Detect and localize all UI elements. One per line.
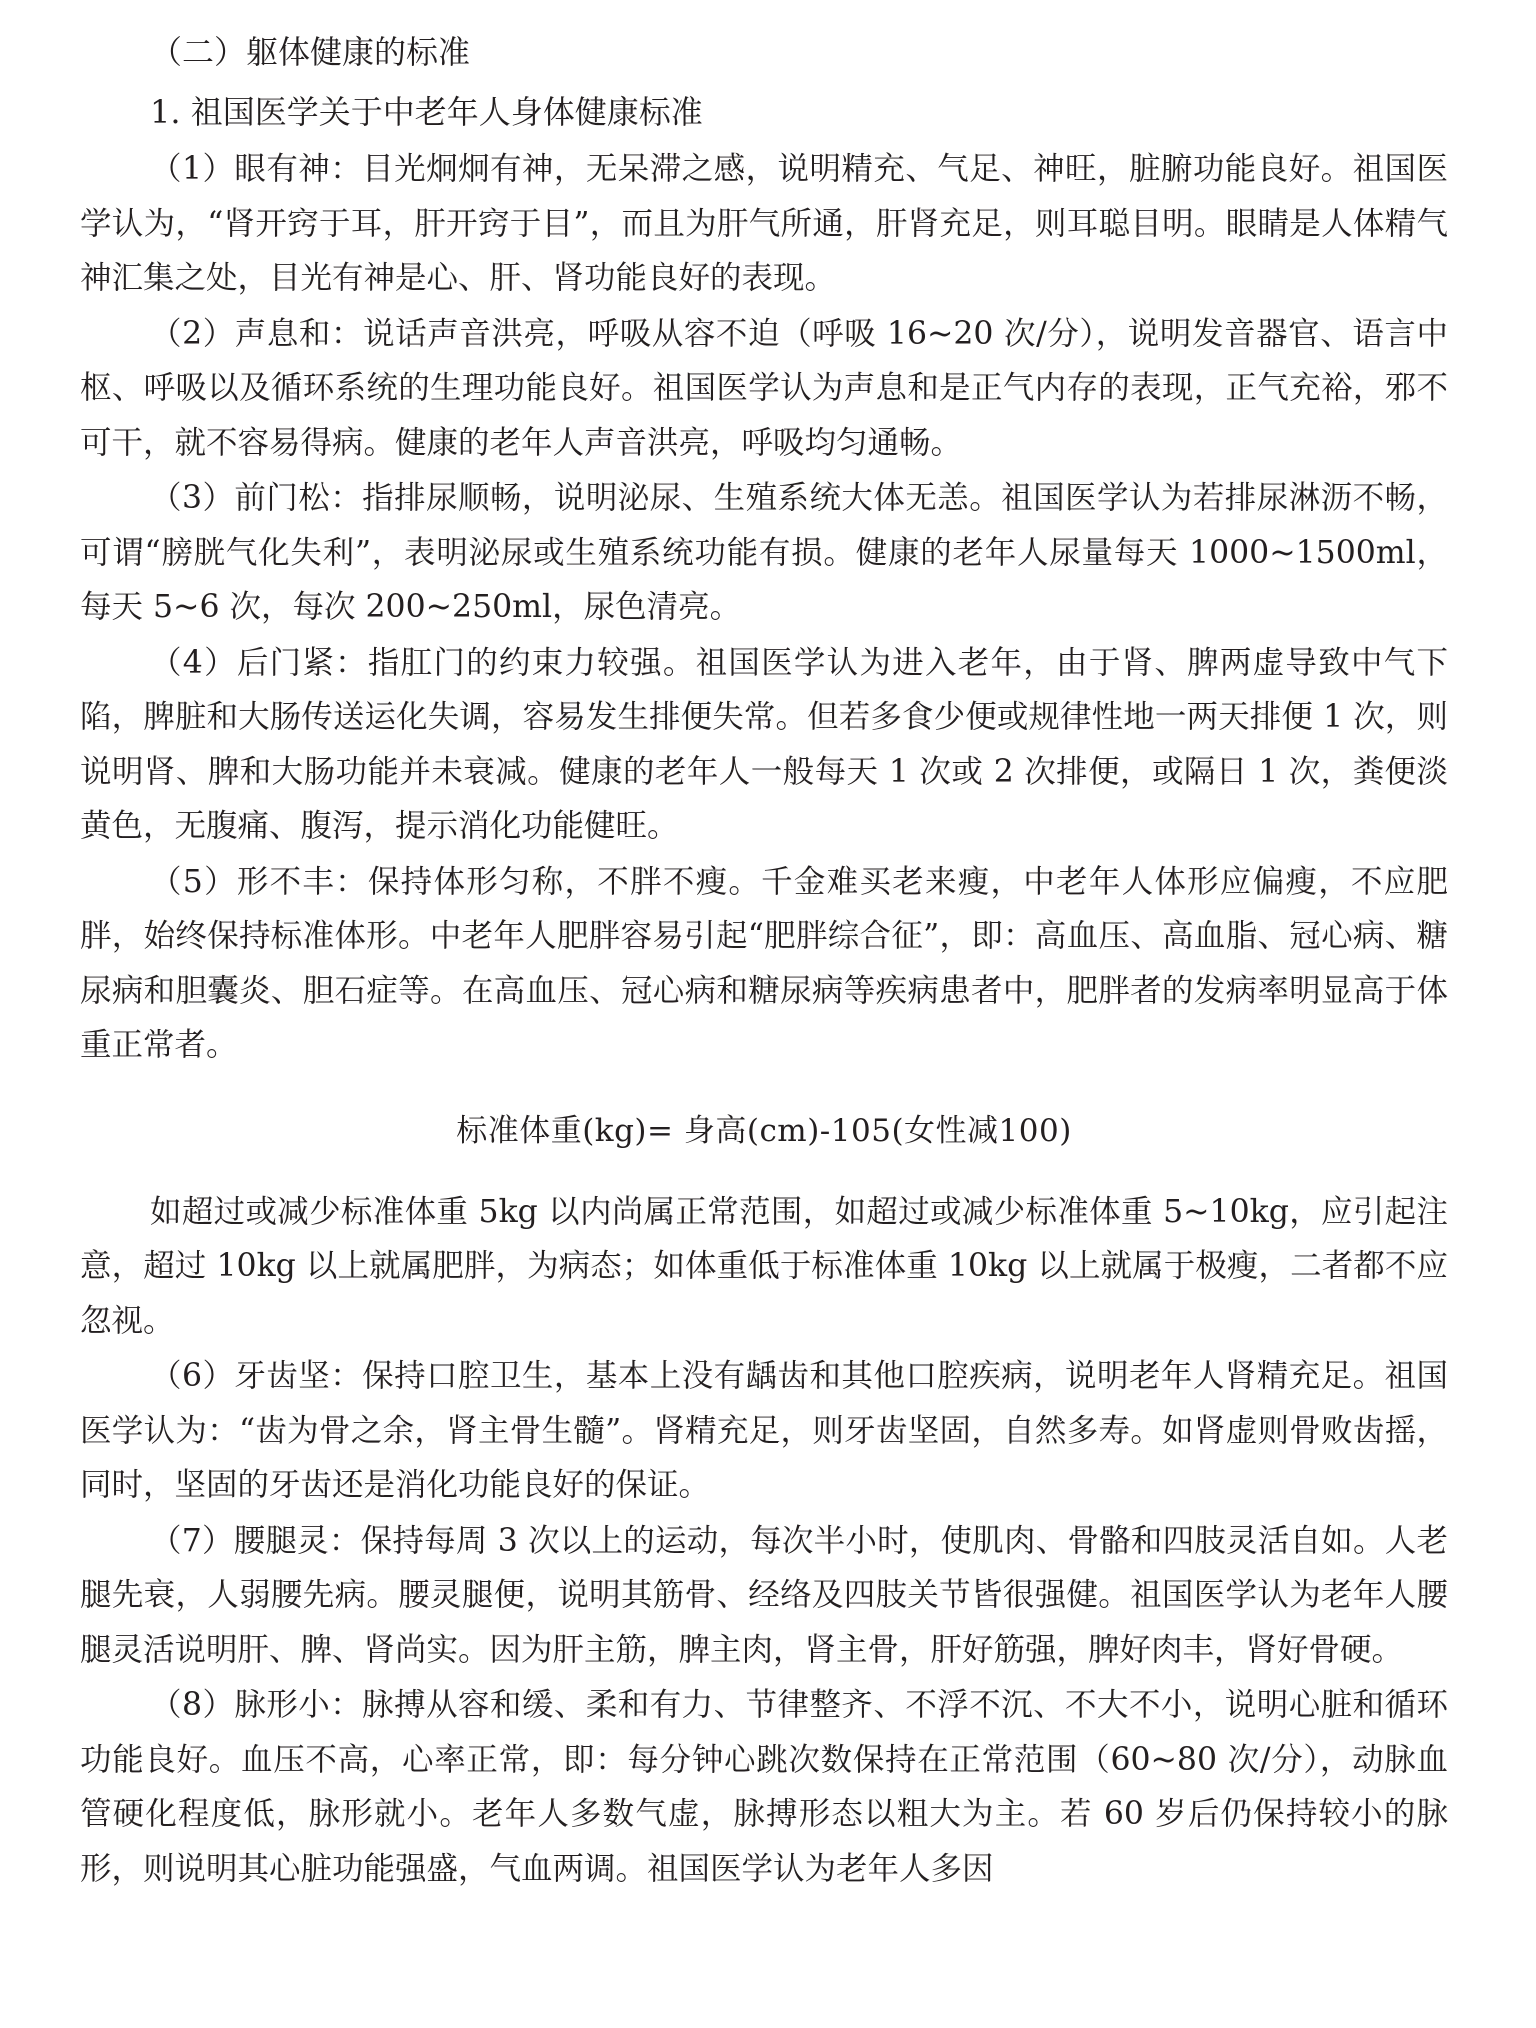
paragraph-teeth: （6）牙齿坚：保持口腔卫生，基本上没有龋齿和其他口腔疾病，说明老年人肾精充足。祖国医学认为：“齿为骨之余，肾主骨生髓”。肾精充足，则牙齿坚固，自然多寿。如肾虚则骨败齿摇，同时，坚固的牙齿还是消化功能良好的保证。: [80, 1358, 1448, 1503]
paragraph-urination: （3）前门松：指排尿顺畅，说明泌尿、生殖系统大体无恙。祖国医学认为若排尿淋沥不畅，可谓“膀胱气化失利”，表明泌尿或生殖系统功能有损。健康的老年人尿量每天 1000~1500ml，每天 5~6 次，每次 200~250ml，尿色清亮。: [80, 480, 1448, 625]
standard-weight-formula: 标准体重(kg)= 身高(cm)-105(女性减100): [456, 1112, 1072, 1149]
paragraph-body-shape: （5）形不丰：保持体形匀称，不胖不瘦。千金难买老来瘦，中老年人体形应偏瘦，不应肥胖，始终保持标准体形。中老年人肥胖容易引起“肥胖综合征”，即：高血压、高血脂、冠心病、糖尿病和胆囊炎、胆石症等。在高血压、冠心病和糖尿病等疾病患者中，肥胖者的发病率明显高于体重正常者。: [80, 863, 1448, 1063]
paragraph-pulse: （8）脉形小：脉搏从容和缓、柔和有力、节律整齐、不浮不沉、不大不小，说明心脏和循环功能良好。血压不高，心率正常，即：每分钟心跳次数保持在正常范围（60~80 次/分），动脉血管硬化程度低，脉形就小。老年人多数气虚，脉搏形态以粗大为主。若 60 岁后仍保持较小的脉形，则说明其心脏功能强盛，气血两调。祖国医学认为老年人多因: [80, 1687, 1448, 1887]
subheading: 1. 祖国医学关于中老年人身体健康标准: [150, 93, 703, 131]
paragraph-eyes: （1）眼有神：目光炯炯有神，无呆滞之感，说明精充、气足、神旺，脏腑功能良好。祖国医学认为，“肾开窍于耳，肝开窍于目”，而且为肝气所通，肝肾充足，则耳聪目明。眼睛是人体精气神汇集之处，目光有神是心、肝、肾功能良好的表现。: [80, 151, 1448, 296]
paragraph-weight-range: 如超过或减少标准体重 5kg 以内尚属正常范围，如超过或减少标准体重 5~10kg，应引起注意，超过 10kg 以上就属肥胖，为病态；如体重低于标准体重 10kg 以上就属于极瘦，二者都不应忽视。: [80, 1193, 1448, 1339]
paragraph-voice-breath: （2）声息和：说话声音洪亮，呼吸从容不迫（呼吸 16~20 次/分），说明发音器官、语言中枢、呼吸以及循环系统的生理功能良好。祖国医学认为声息和是正气内存的表现，正气充裕，邪不可干，就不容易得病。健康的老年人声音洪亮，呼吸均匀通畅。: [80, 315, 1448, 461]
section-heading: （二）躯体健康的标准: [150, 33, 471, 71]
paragraph-bowel: （4）后门紧：指肛门的约束力较强。祖国医学认为进入老年，由于肾、脾两虚导致中气下陷，脾脏和大肠传送运化失调，容易发生排便失常。但若多食少便或规律性地一两天排便 1 次，则说明肾、脾和大肠功能并未衰减。健康的老年人一般每天 1 次或 2 次排便，或隔日 1 次，粪便淡黄色，无腹痛、腹泻，提示消化功能健旺。: [80, 644, 1448, 844]
document-body: [80, 22, 1448, 1897]
paragraph-waist-legs: （7）腰腿灵：保持每周 3 次以上的运动，每次半小时，使肌肉、骨骼和四肢灵活自如。人老腿先衰，人弱腰先病。腰灵腿便，说明其筋骨、经络及四肢关节皆很强健。祖国医学认为老年人腰腿灵活说明肝、脾、肾尚实。因为肝主筋，脾主肉，肾主骨，肝好筋强，脾好肉丰，肾好骨硬。: [80, 1522, 1448, 1668]
